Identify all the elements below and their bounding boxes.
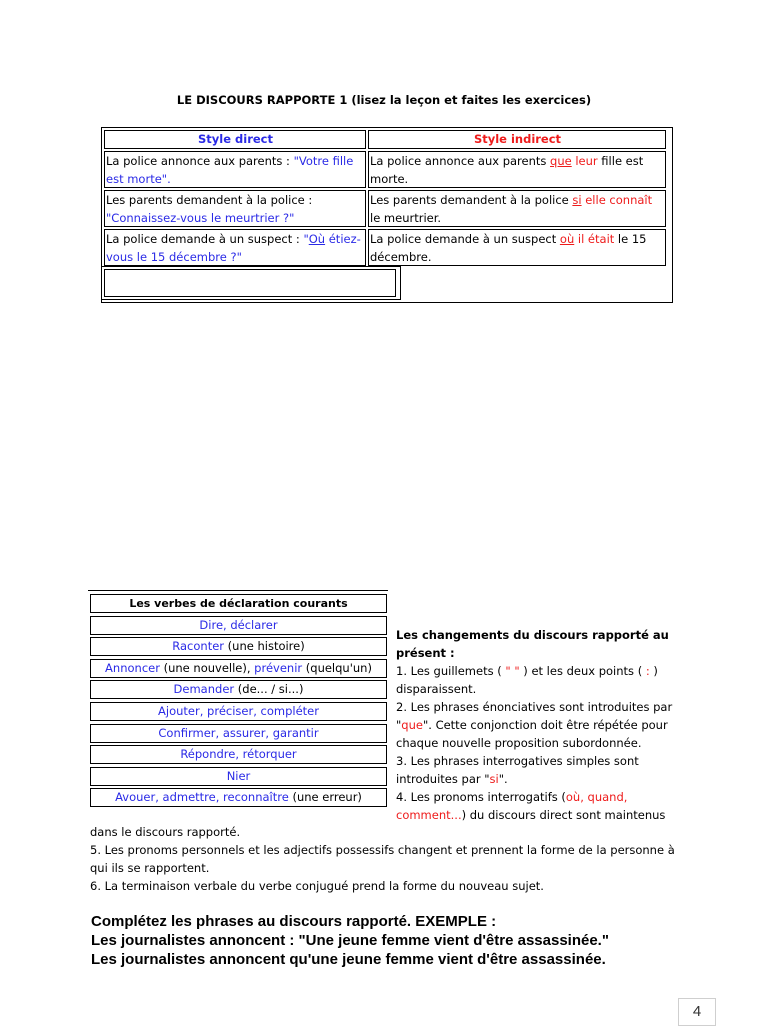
verb-blue: Avouer, admettre, reconnaître	[115, 790, 289, 805]
indirect-text: La police demande à un suspect	[370, 232, 560, 246]
direct-indirect-table	[101, 127, 673, 303]
rule-6: 6. La terminaison verbale du verbe conjugué prend la forme du nouveau sujet.	[90, 879, 544, 893]
rule-text: 4. Les pronoms interrogatifs (	[396, 790, 566, 804]
rule-highlight: où, quand, comment...	[396, 790, 628, 822]
direct-quote: "Connaissez-vous le meurtrier ?"	[106, 211, 295, 225]
exercise-instruction: Complétez les phrases au discours rapporté. EXEMPLE :	[91, 913, 497, 930]
rule-5: 5. Les pronoms personnels et les adjectifs possessifs changent et prennent la forme de la personne à qui ils se rapportent.	[90, 843, 675, 875]
changes-heading: Les changements du discours rapporté au présent :	[396, 628, 669, 660]
rule-highlight: que	[401, 718, 423, 732]
changes-section	[396, 626, 686, 824]
verb-row: Confirmer, assurer, garantir	[90, 724, 387, 743]
verb-blue: Raconter	[172, 639, 225, 654]
rule-highlight: :	[645, 664, 650, 678]
direct-cell	[104, 190, 366, 227]
direct-text: La police annonce aux parents :	[106, 154, 294, 168]
indirect-rest: le 15 décembre.	[370, 232, 647, 264]
verb-note: (une nouvelle),	[159, 660, 255, 675]
direct-interrogative: Où	[308, 232, 326, 246]
verb-blue: Annoncer	[105, 660, 160, 675]
rule-4-end: dans le discours rapporté.	[90, 825, 241, 839]
verbs-table-top-rule	[88, 590, 388, 591]
empty-row	[101, 266, 401, 300]
verbs-table	[90, 594, 387, 810]
changes-continued	[90, 823, 690, 895]
verb-row: Ajouter, préciser, compléter	[90, 702, 387, 721]
example-section	[91, 912, 711, 969]
indirect-text: Les parents demandent à la police	[370, 193, 573, 207]
direct-quote: "Votre fille est morte".	[106, 154, 354, 186]
indirect-interrogative: où	[559, 232, 575, 246]
verb-note: (une erreur)	[288, 790, 362, 805]
indirect-rest: le meurtrier.	[370, 211, 442, 225]
verb-note: (de... / si...)	[234, 682, 304, 697]
direct-text: Les parents demandent à la police :	[106, 193, 313, 207]
direct-cell	[104, 229, 366, 266]
rule-1	[396, 662, 686, 698]
table-row	[104, 151, 670, 188]
page-number: 4	[678, 998, 716, 1026]
rule-text: 1. Les guillemets (	[396, 664, 506, 678]
rule-highlight: si	[489, 772, 499, 786]
table-header-row	[104, 130, 670, 149]
direct-quote-open: "	[303, 232, 309, 246]
indirect-rest: fille est morte.	[370, 154, 644, 186]
indirect-text: La police annonce aux parents	[370, 154, 551, 168]
verb-row	[90, 788, 387, 807]
rule-3	[396, 752, 686, 788]
header-indirect: Style indirect	[368, 130, 666, 149]
verb-row	[90, 680, 387, 699]
direct-cell	[104, 151, 366, 188]
indirect-cell	[368, 190, 666, 227]
indirect-conjunction: si	[572, 193, 582, 207]
verb-row: Dire, déclarer	[90, 616, 387, 635]
verbs-table-header: Les verbes de déclaration courants	[90, 594, 387, 613]
indirect-changed: leur	[571, 154, 598, 168]
verb-blue: prévenir	[254, 660, 303, 675]
example-direct: Les journalistes annoncent : "Une jeune femme vient d'être assassinée."	[91, 932, 609, 949]
direct-quote: étiez-vous le 15 décembre ?"	[106, 232, 361, 264]
verb-note: (quelqu'un)	[302, 660, 372, 675]
verb-row: Nier	[90, 767, 387, 786]
rule-highlight: " "	[505, 664, 520, 678]
empty-cell	[104, 269, 396, 297]
indirect-changed: il était	[574, 232, 615, 246]
verb-row	[90, 659, 387, 678]
verb-blue: Demander	[173, 682, 235, 697]
rule-text: ) et les deux points (	[519, 664, 646, 678]
indirect-changed: elle connaît	[581, 193, 653, 207]
rule-text: ) du discours direct sont maintenus	[461, 808, 666, 822]
table-row	[104, 190, 670, 227]
direct-text: La police demande à un suspect :	[106, 232, 304, 246]
page-title: LE DISCOURS RAPPORTE 1 (lisez la leçon et faites les exercices)	[176, 93, 592, 107]
rule-text: ) disparaissent.	[396, 664, 658, 696]
indirect-cell	[368, 151, 666, 188]
verb-row: Répondre, rétorquer	[90, 745, 387, 764]
verb-row	[90, 637, 387, 656]
rule-2	[396, 698, 686, 752]
table-row	[104, 229, 670, 266]
example-indirect: Les journalistes annoncent qu'une jeune femme vient d'être assassinée.	[91, 951, 606, 968]
rule-text: ".	[498, 772, 508, 786]
rule-text: 3. Les phrases interrogatives simples sont introduites par "	[396, 754, 639, 786]
rule-4	[396, 788, 686, 824]
header-direct: Style direct	[104, 130, 366, 149]
rule-text: ". Cette conjonction doit être répétée pour chaque nouvelle proposition subordonnée.	[396, 718, 668, 750]
verb-note: (une histoire)	[224, 639, 305, 654]
indirect-conjunction: que	[550, 154, 572, 168]
indirect-cell	[368, 229, 666, 266]
rule-text: 2. Les phrases énonciatives sont introduites par "	[396, 700, 673, 732]
